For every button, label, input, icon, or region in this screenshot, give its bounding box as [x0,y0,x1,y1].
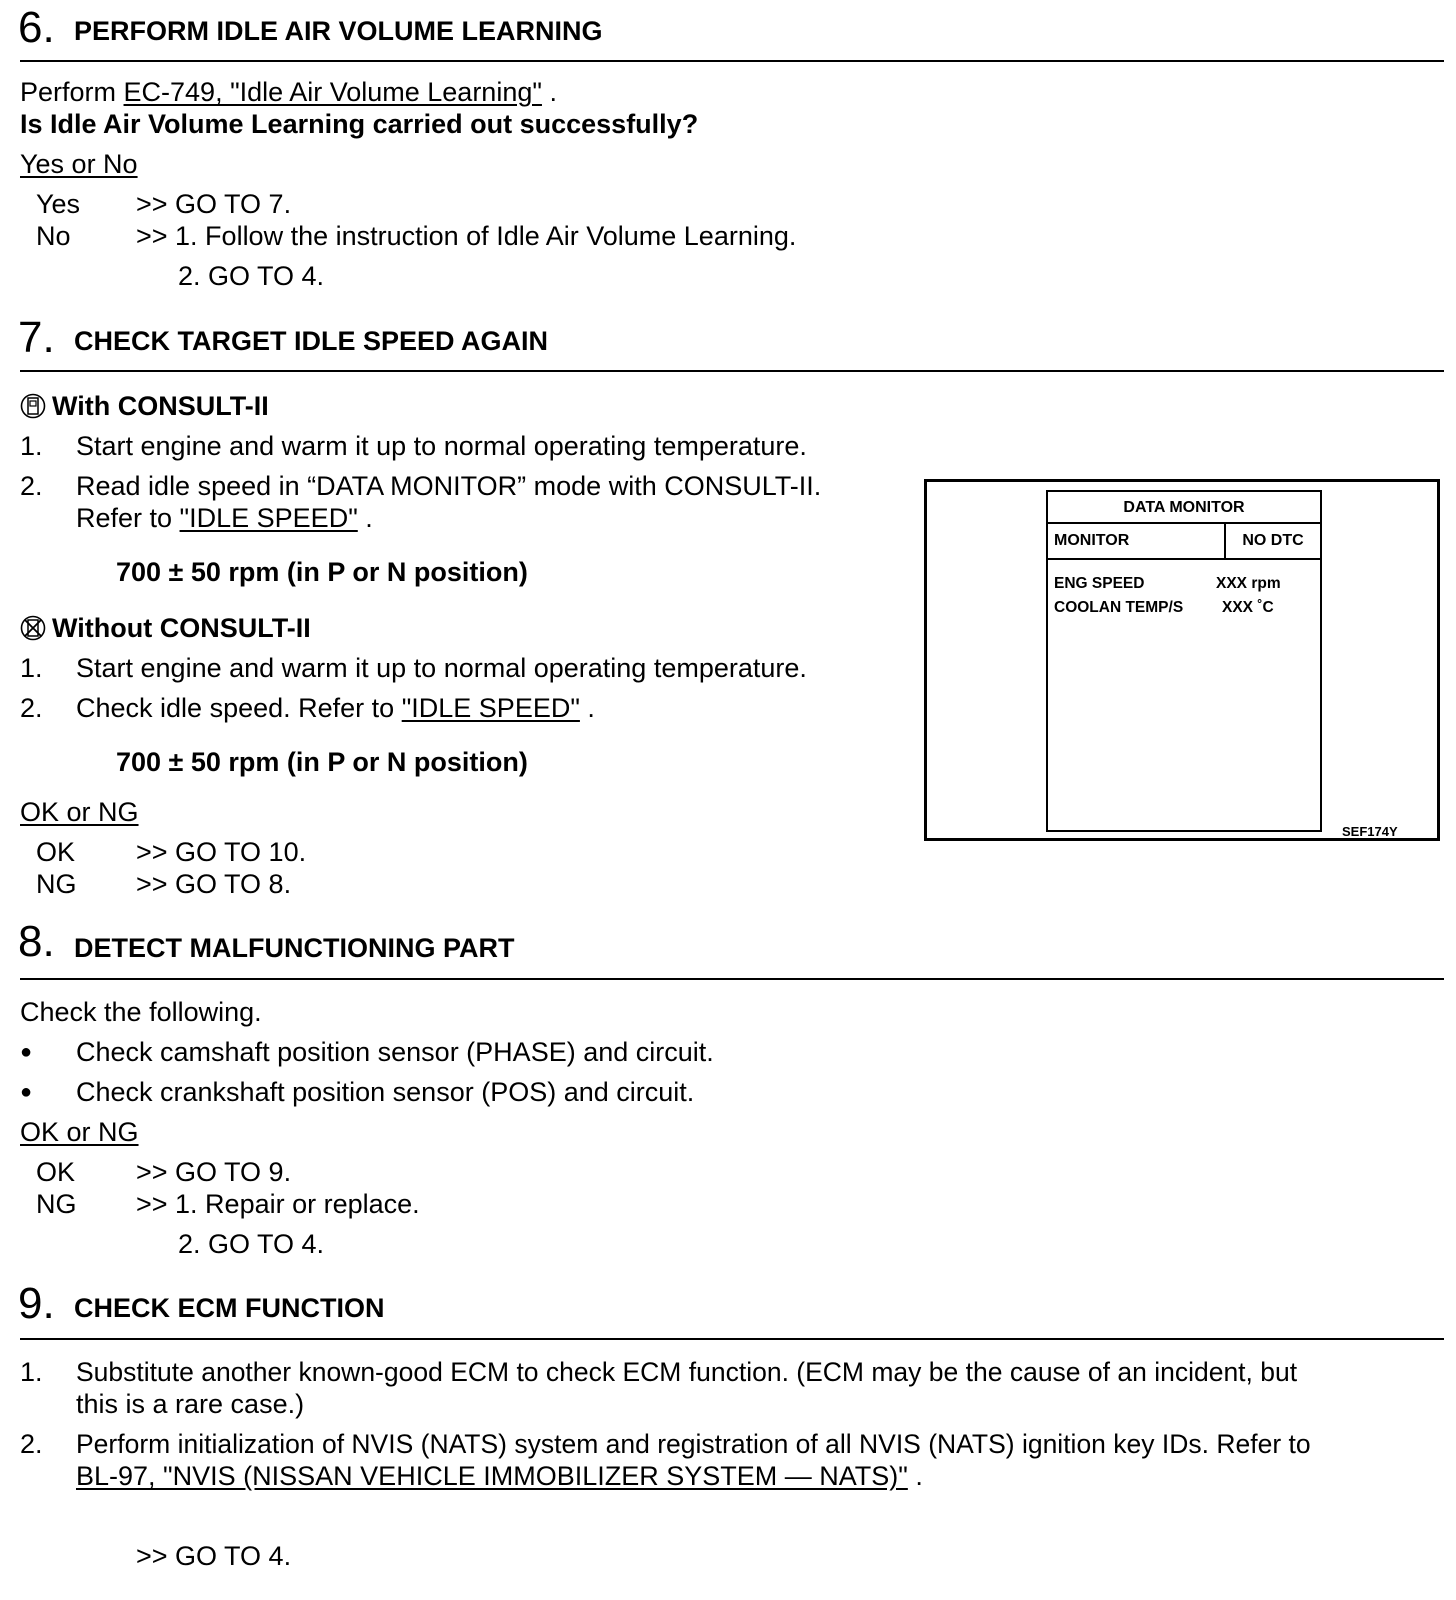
bl-97-nvis-link[interactable]: BL-97, "NVIS (NISSAN VEHICLE IMMOBILIZER SYSTEM — NATS)" [76,1461,908,1491]
step-6-perform-prefix: Perform [20,77,124,107]
step-8-intro: Check the following. [20,997,262,1027]
step-6-question: Is Idle Air Volume Learning carried out successfully? [20,109,699,139]
data-monitor-header-row [1048,524,1320,560]
step-6-divider [20,60,1444,62]
step-9-item-1-line-2: this is a rare case.) [76,1389,305,1419]
step-7-choice-header: OK or NG [20,797,139,827]
step-9-item-2-line-2 [76,1460,923,1492]
without-item-1-text: Start engine and warm it up to normal operating temperature. [76,653,807,683]
without-item-2-text [76,692,595,724]
with-consult-label: With CONSULT-II [52,391,269,421]
step-8-number: 8. [18,917,55,966]
figure-code: SEF174Y [1342,824,1398,839]
step-9-item-2-line-1: Perform initialization of NVIS (NATS) system and registration of all NVIS (NATS) ignition key IDs. Refer to [76,1429,1311,1459]
no-tool-icon [20,615,46,641]
bullet-2-icon: ● [20,1081,33,1103]
step-9-number: 9. [18,1279,55,1328]
step-8-bullet-1: Check camshaft position sensor (PHASE) and circuit. [76,1037,714,1067]
idle-speed-spec: 700 ± 50 rpm (in P or N position) [116,557,528,587]
step-6-perform-line [20,76,557,108]
without-consult-label: Without CONSULT-II [52,613,311,643]
step-9-item-1-line-1: Substitute another known-good ECM to check ECM function. (ECM may be the cause of an incident, but [76,1357,1298,1387]
step-9-item-1-number: 1. [20,1357,43,1387]
step-6-no-action-1: >> 1. Follow the instruction of Idle Air Volume Learning. [136,221,797,251]
step-9-item-2-number: 2. [20,1429,43,1459]
monitor-row-2-label: COOLAN TEMP/S [1054,599,1184,616]
with-consult-heading [20,390,269,422]
bullet-1-icon: ● [20,1041,33,1063]
consult-tool-icon [20,393,46,419]
data-monitor-col-status: NO DTC [1242,532,1304,549]
step-9-divider [20,1338,1444,1340]
with-item-2-line-2 [76,502,373,534]
idle-speed-link[interactable]: "IDLE SPEED" [179,503,358,533]
with-item-1-number: 1. [20,431,43,461]
step-9-final-action: >> GO TO 4. [136,1541,292,1571]
step-6-yes-action: >> GO TO 7. [136,189,292,219]
step-8-ng-label: NG [36,1189,77,1219]
step-6-title: PERFORM IDLE AIR VOLUME LEARNING [74,16,603,46]
step-6-perform-suffix: . [541,77,557,107]
step-9-title: CHECK ECM FUNCTION [74,1293,385,1323]
without-item-2-prefix: Check idle speed. Refer to [76,693,402,723]
step-8-ng-action-2: 2. GO TO 4. [178,1229,325,1259]
data-monitor-screen [1046,490,1322,832]
data-monitor-title: DATA MONITOR [1048,492,1320,524]
monitor-row-2-value: XXX ˚C [1222,599,1274,616]
without-item-2-number: 2. [20,693,43,723]
step-8-choice-header: OK or NG [20,1117,139,1147]
step-8-divider [20,978,1444,980]
with-item-2-prefix: Refer to [76,503,180,533]
step-7-title: CHECK TARGET IDLE SPEED AGAIN [74,326,549,356]
step-6-no-action-2: 2. GO TO 4. [178,261,325,291]
idle-speed-link-2[interactable]: "IDLE SPEED" [401,693,580,723]
without-consult-heading [20,612,311,644]
data-monitor-col-monitor: MONITOR [1048,524,1226,558]
step-7-ok-label: OK [36,837,76,867]
step-7-divider [20,370,1444,372]
with-item-2-suffix: . [357,503,373,533]
step-7-number: 7. [18,313,55,362]
step-7-ng-label: NG [36,869,77,899]
step-8-ng-action-1: >> 1. Repair or replace. [136,1189,420,1219]
step-8-title: DETECT MALFUNCTIONING PART [74,933,515,963]
with-item-2-number: 2. [20,471,43,501]
with-item-2-line-1: Read idle speed in “DATA MONITOR” mode with CONSULT-II. [76,471,822,501]
step-8-bullet-2: Check crankshaft position sensor (POS) and circuit. [76,1077,695,1107]
monitor-row-1-label: ENG SPEED [1054,575,1145,592]
without-item-1-number: 1. [20,653,43,683]
step-6-number: 6. [18,3,55,52]
idle-speed-spec-2: 700 ± 50 rpm (in P or N position) [116,747,528,777]
with-item-1-text: Start engine and warm it up to normal operating temperature. [76,431,807,461]
monitor-row-1-value: XXX rpm [1216,575,1281,592]
step-6-choice-header: Yes or No [20,149,138,179]
step-6-yes-label: Yes [36,189,81,219]
step-6-no-label: No [36,221,71,251]
step-7-ng-action: >> GO TO 8. [136,869,292,899]
step-8-ok-label: OK [36,1157,76,1187]
step-9-item-2-suffix: . [907,1461,923,1491]
without-item-2-suffix: . [579,693,595,723]
step-7-ok-action: >> GO TO 10. [136,837,307,867]
step-8-ok-action: >> GO TO 9. [136,1157,292,1187]
ec-749-link[interactable]: EC-749, "Idle Air Volume Learning" [123,77,542,107]
